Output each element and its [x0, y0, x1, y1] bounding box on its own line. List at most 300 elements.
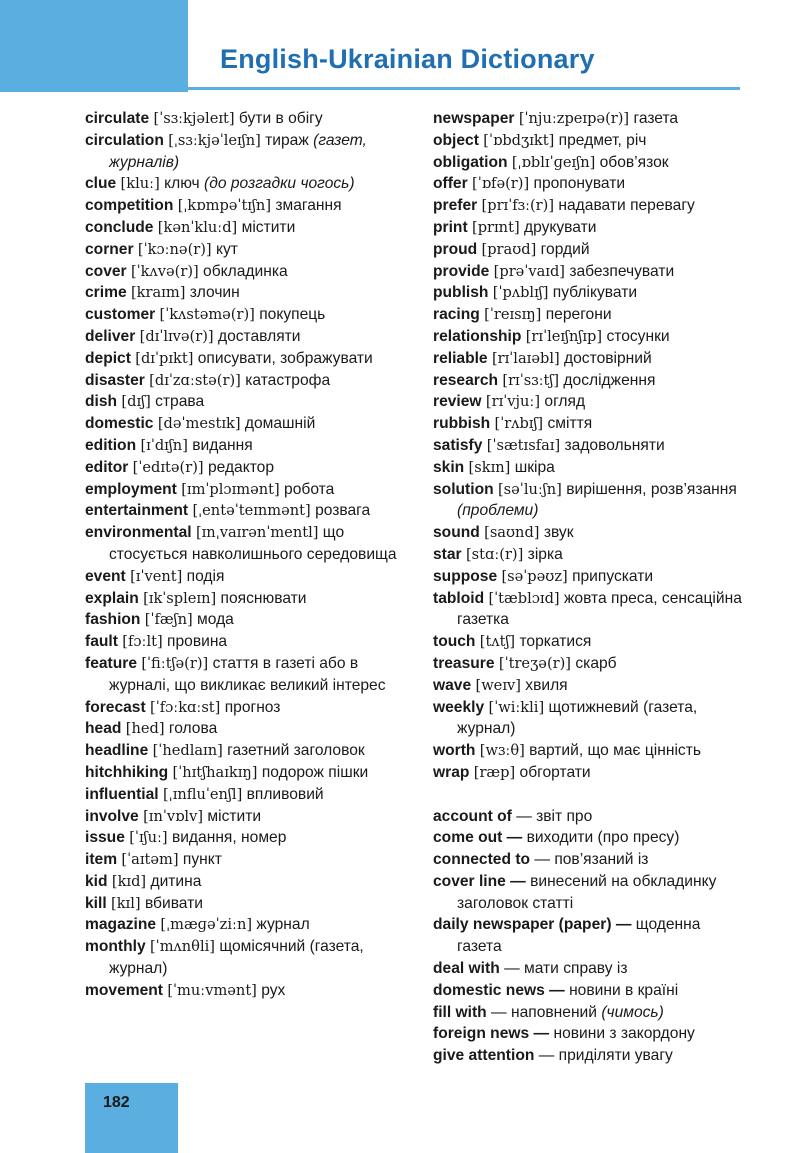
- dictionary-entry: [433, 566, 748, 588]
- entry-definition: впливовий: [246, 785, 324, 803]
- entry-transcription: [ɪnˈvɒlv]: [143, 807, 204, 825]
- entry-definition: огляд: [544, 393, 586, 411]
- page-title: English-Ukrainian Dictionary: [220, 44, 595, 74]
- entry-transcription: [ˈɒbdʒɪkt]: [483, 131, 555, 149]
- dictionary-entry: [85, 108, 415, 130]
- entry-definition: хвиля: [525, 676, 568, 694]
- dictionary-entry: [433, 631, 748, 653]
- entry-term: domestic: [85, 415, 154, 433]
- entry-transcription: [skɪn]: [468, 458, 511, 476]
- entry-transcription: [ˌɒblɪˈɡeɪʃn]: [511, 153, 596, 171]
- entry-term: environmental: [85, 524, 192, 542]
- entry-transcription: [ˈsɜːkjəleɪt]: [153, 110, 235, 127]
- entry-definition: — пов’язаний із: [534, 851, 649, 869]
- entry-term: suppose: [433, 567, 498, 585]
- dictionary-entry: [433, 588, 748, 632]
- entry-transcription: [ˈtreʒə(r)]: [498, 654, 572, 672]
- entry-term: provide: [433, 262, 490, 280]
- dictionary-entry: [85, 173, 415, 195]
- entry-term: prefer: [433, 197, 478, 215]
- entry-definition: ключ: [164, 175, 200, 193]
- entry-definition: скарб: [575, 654, 617, 672]
- entry-definition: газета: [633, 110, 679, 127]
- entry-transcription: [ɪkˈspleɪn]: [143, 589, 217, 607]
- entry-definition: провина: [167, 633, 228, 651]
- entry-term: proud: [433, 240, 478, 258]
- entry-term: influential: [85, 785, 159, 803]
- entry-definition: — приділяти увагу: [538, 1047, 673, 1065]
- entry-definition: вирішення, розв’язання: [566, 480, 737, 498]
- entry-transcription: [fɔːlt]: [122, 633, 163, 651]
- entry-term: circulation: [85, 131, 164, 149]
- entry-term: come out —: [433, 829, 523, 847]
- entry-term: domestic news —: [433, 981, 565, 999]
- dictionary-entry: [85, 827, 415, 849]
- entry-term: headline: [85, 742, 149, 760]
- entry-definition: що стосується навколишнього середовища: [109, 524, 397, 563]
- entry-transcription: [səˈpəʊz]: [501, 567, 568, 585]
- entry-definition: видання, номер: [171, 829, 287, 847]
- entry-term: skin: [433, 458, 465, 476]
- entry-transcription: [ˌɪnfluˈenʃl]: [162, 785, 243, 803]
- entry-definition: друкувати: [523, 218, 597, 236]
- entry-term: rubbish: [433, 415, 491, 433]
- dictionary-entry: [433, 108, 748, 130]
- dictionary-entry: [433, 391, 748, 413]
- dictionary-entry: [433, 958, 748, 980]
- dictionary-entry: [433, 1002, 748, 1024]
- entry-definition: мода: [197, 611, 234, 629]
- entry-term: clue: [85, 175, 117, 193]
- entry-definition: надавати перевагу: [558, 197, 695, 215]
- entry-transcription: [ˈfɔːkɑːst]: [150, 698, 221, 716]
- entry-definition: торкатися: [519, 633, 592, 651]
- entry-term: movement: [85, 981, 163, 999]
- entry-definition: забезпечувати: [569, 262, 675, 280]
- entry-definition: публікувати: [552, 284, 638, 302]
- entry-transcription: [dəˈmestɪk]: [157, 415, 241, 433]
- dictionary-entry: [433, 653, 748, 675]
- entry-transcription: [prəˈvaɪd]: [493, 262, 565, 280]
- dictionary-entry: [85, 806, 415, 828]
- dictionary-entry: [433, 130, 748, 152]
- header-accent-block: [0, 0, 188, 92]
- entry-transcription: [ˈkʌvə(r)]: [130, 262, 199, 280]
- entry-definition: видання: [192, 436, 253, 454]
- entry-term: newspaper: [433, 110, 515, 127]
- entry-term: editor: [85, 458, 129, 476]
- dictionary-entry: [433, 849, 748, 871]
- entry-term: deliver: [85, 327, 136, 345]
- entry-definition: зірка: [527, 545, 563, 563]
- entry-term: involve: [85, 807, 139, 825]
- dictionary-entry: [433, 282, 748, 304]
- entry-term: monthly: [85, 938, 146, 956]
- dictionary-entry: [85, 239, 415, 261]
- entry-term: foreign news —: [433, 1025, 550, 1043]
- dictionary-entry: [433, 740, 748, 762]
- entry-definition: звук: [543, 524, 574, 542]
- dictionary-entry: [433, 195, 748, 217]
- dictionary-entry: [433, 762, 748, 784]
- entry-definition: виходити (про пресу): [526, 829, 680, 847]
- footer-accent-block: [85, 1083, 178, 1153]
- entry-definition: пункт: [182, 851, 222, 869]
- entry-transcription: [ɪˈdɪʃn]: [140, 436, 188, 454]
- entry-definition: — наповнений: [491, 1003, 597, 1021]
- entry-term: edition: [85, 436, 137, 454]
- entry-term: customer: [85, 306, 156, 324]
- dictionary-entry: [85, 784, 415, 806]
- entry-definition: редактор: [207, 458, 275, 476]
- entry-definition: — мати справу із: [504, 960, 628, 978]
- dictionary-entry: [433, 261, 748, 283]
- entry-transcription: [kənˈkluːd]: [157, 218, 238, 236]
- dictionary-entry: [85, 413, 415, 435]
- entry-definition: страва: [155, 393, 205, 411]
- dictionary-entry: [433, 980, 748, 1002]
- dictionary-entry: [85, 893, 415, 915]
- entry-definition: катастрофа: [245, 371, 331, 389]
- entry-transcription: [weɪv]: [475, 676, 521, 694]
- dictionary-entry: [85, 849, 415, 871]
- dictionary-entry: [433, 239, 748, 261]
- entry-definition: стосунки: [606, 327, 670, 345]
- entry-transcription: [hed]: [125, 720, 165, 738]
- entry-transcription: [ˈmʌnθli]: [149, 938, 215, 956]
- entry-definition: перегони: [545, 306, 612, 324]
- entry-definition: домашній: [244, 415, 316, 433]
- dictionary-entry: [85, 609, 415, 631]
- entry-term: corner: [85, 240, 134, 258]
- entry-note: (газет, журналів): [109, 131, 367, 171]
- dictionary-entry: [85, 566, 415, 588]
- dictionary-entry: [85, 762, 415, 784]
- entry-transcription: [dɪˈpɪkt]: [135, 349, 194, 367]
- entry-term: forecast: [85, 698, 146, 716]
- dictionary-entry: [85, 936, 415, 980]
- page-number: 182: [103, 1094, 130, 1111]
- entry-definition: містити: [241, 218, 296, 236]
- entry-transcription: [ɪnˌvaɪrənˈmentl]: [195, 524, 319, 542]
- entry-term: issue: [85, 829, 125, 847]
- entry-definition: вартий, що має цінність: [529, 742, 701, 760]
- dictionary-entry: [433, 675, 748, 697]
- entry-definition: описувати, зображувати: [197, 349, 373, 367]
- entry-definition: новини в країні: [569, 981, 679, 999]
- entry-transcription: [kɪd]: [111, 872, 147, 890]
- entry-transcription: [ɪˈvent]: [130, 567, 183, 585]
- entry-term: account of: [433, 807, 512, 825]
- entry-definition: робота: [284, 480, 335, 498]
- entry-definition: містити: [207, 807, 262, 825]
- entry-definition: пропонувати: [533, 175, 626, 193]
- entry-term: obligation: [433, 153, 508, 171]
- section-gap: [433, 784, 748, 806]
- entry-definition: — звіт про: [516, 807, 593, 825]
- entry-term: fashion: [85, 611, 141, 629]
- entry-transcription: [dɪˈzɑːstə(r)]: [149, 371, 241, 389]
- entry-definition: жовта преса, сенсаційна газетка: [457, 589, 742, 629]
- entry-term: conclude: [85, 218, 154, 236]
- entry-term: cover: [85, 262, 127, 280]
- entry-definition: дослідження: [563, 371, 656, 389]
- dictionary-entry: [85, 304, 415, 326]
- entry-transcription: [dɪʃ]: [121, 393, 151, 411]
- dictionary-entry: [433, 544, 748, 566]
- entry-transcription: [ræp]: [473, 763, 516, 781]
- entry-definition: припускати: [572, 567, 654, 585]
- entry-term: tabloid: [433, 589, 485, 607]
- entry-transcription: [ˈɪʃuː]: [129, 829, 168, 847]
- phrase-list: [433, 806, 748, 1068]
- entry-transcription: [ˈwiːkli]: [488, 698, 545, 716]
- entry-term: crime: [85, 284, 127, 302]
- entry-transcription: [praʊd]: [481, 240, 537, 258]
- entry-transcription: [ˌentəˈteɪnmənt]: [192, 502, 311, 520]
- entry-term: disaster: [85, 371, 145, 389]
- dictionary-entry: [85, 195, 415, 217]
- entry-term: wrap: [433, 763, 470, 781]
- dictionary-entry: [433, 304, 748, 326]
- entry-definition: бути в обігу: [238, 110, 323, 127]
- dictionary-entry: [85, 282, 415, 304]
- dictionary-entry: [85, 697, 415, 719]
- dictionary-entry: [433, 457, 748, 479]
- entry-term: hitchhiking: [85, 763, 169, 781]
- dictionary-entry: [85, 631, 415, 653]
- entry-term: wave: [433, 676, 472, 694]
- dictionary-entry: [85, 718, 415, 740]
- entry-definition: злочин: [189, 284, 240, 302]
- entry-definition: щоденна газета: [457, 916, 701, 956]
- entry-transcription: [ˈhɪtʃhaɪkɪŋ]: [172, 763, 258, 781]
- entry-term: touch: [433, 633, 476, 651]
- entry-definition: покупець: [259, 306, 326, 324]
- entry-transcription: [ˌsɜːkjəˈleɪʃn]: [168, 131, 261, 149]
- dictionary-entry: [433, 827, 748, 849]
- dictionary-entry: [85, 522, 415, 566]
- entry-transcription: [rɪˈleɪʃnʃɪp]: [525, 327, 603, 345]
- entry-term: treasure: [433, 654, 495, 672]
- dictionary-entry: [85, 391, 415, 413]
- entry-term: racing: [433, 306, 480, 324]
- entry-transcription: [ˈɒfə(r)]: [472, 175, 530, 193]
- entry-term: research: [433, 371, 499, 389]
- entry-term: object: [433, 131, 479, 149]
- entry-term: entertainment: [85, 502, 189, 520]
- entry-definition: журнал: [256, 916, 310, 934]
- entry-term: solution: [433, 480, 494, 498]
- dictionary-entry: [85, 348, 415, 370]
- entry-term: circulate: [85, 110, 150, 127]
- dictionary-entry: [433, 326, 748, 348]
- entry-term: competition: [85, 197, 174, 215]
- entry-definition: змагання: [275, 197, 342, 215]
- entry-transcription: [kɪl]: [111, 894, 141, 912]
- entry-term: fill with: [433, 1003, 487, 1021]
- entry-term: star: [433, 545, 462, 563]
- entry-transcription: [ˈfiːtʃə(r)]: [141, 654, 209, 672]
- entry-definition: обов’язок: [599, 153, 669, 171]
- dictionary-entry: [433, 1023, 748, 1045]
- entry-transcription: [ˈfæʃn]: [144, 611, 193, 629]
- entry-term: reliable: [433, 349, 488, 367]
- entry-term: cover line —: [433, 872, 526, 890]
- entry-transcription: [ˈaɪtəm]: [121, 851, 179, 869]
- entry-definition: достовірний: [564, 349, 652, 367]
- entry-transcription: [rɪˈsɜːtʃ]: [502, 371, 560, 389]
- entry-definition: стаття в газеті або в журналі, що викликає великий інтерес: [109, 654, 386, 694]
- entry-transcription: [dɪˈlɪvə(r)]: [139, 327, 214, 345]
- entry-definition: тираж: [265, 131, 309, 149]
- entry-term: connected to: [433, 851, 531, 869]
- dictionary-entry: [433, 871, 748, 915]
- dictionary-entry: [85, 479, 415, 501]
- entry-definition: подорож пішки: [261, 763, 369, 781]
- entry-definition: вбивати: [144, 894, 203, 912]
- entry-definition: доставляти: [217, 327, 301, 345]
- entry-term: dish: [85, 393, 118, 411]
- entry-transcription: [ˌkɒmpəˈtɪʃn]: [177, 197, 272, 215]
- dictionary-entry: [433, 697, 748, 741]
- entry-transcription: [saʊnd]: [484, 524, 540, 542]
- dictionary-entry: [85, 653, 415, 697]
- dictionary-entry: [85, 217, 415, 239]
- right-word-list: [433, 108, 748, 784]
- entry-term: print: [433, 218, 468, 236]
- dictionary-entry: [85, 435, 415, 457]
- entry-transcription: [ˈmuːvmənt]: [167, 981, 257, 999]
- dictionary-entry: [433, 522, 748, 544]
- entry-transcription: [rɪˈlaɪəbl]: [491, 349, 560, 367]
- entry-term: event: [85, 567, 126, 585]
- entry-term: employment: [85, 480, 177, 498]
- dictionary-entry: [85, 871, 415, 893]
- entry-definition: предмет, річ: [558, 131, 647, 149]
- dictionary-entry: [433, 1045, 748, 1067]
- header-divider: [188, 87, 740, 90]
- dictionary-entry: [85, 740, 415, 762]
- entry-transcription: [ˈhedlaɪn]: [152, 742, 223, 760]
- entry-term: depict: [85, 349, 131, 367]
- dictionary-entry: [433, 370, 748, 392]
- entry-definition: щомісячний (газета, журнал): [109, 938, 364, 978]
- entry-transcription: [ˈedɪtə(r)]: [132, 458, 204, 476]
- entry-transcription: [kraɪm]: [130, 284, 186, 302]
- entry-term: weekly: [433, 698, 485, 716]
- entry-note: (чимось): [601, 1003, 664, 1021]
- entry-term: give attention: [433, 1047, 535, 1065]
- entry-transcription: [ˈkɔːnə(r)]: [137, 240, 212, 258]
- entry-term: publish: [433, 284, 489, 302]
- entry-term: feature: [85, 654, 137, 672]
- entry-term: kill: [85, 894, 107, 912]
- dictionary-entry: [85, 370, 415, 392]
- entry-note: (до розгадки чогось): [204, 175, 355, 193]
- dictionary-entry: [433, 435, 748, 457]
- dictionary-entry: [433, 173, 748, 195]
- entry-transcription: [wɜːθ]: [479, 742, 525, 760]
- entry-term: satisfy: [433, 436, 483, 454]
- entry-definition: голова: [168, 720, 218, 738]
- dictionary-entry: [85, 500, 415, 522]
- dictionary-entry: [433, 152, 748, 174]
- entry-definition: сміття: [547, 415, 593, 433]
- dictionary-entry: [433, 806, 748, 828]
- entry-transcription: [ɪmˈplɔɪmənt]: [181, 480, 280, 498]
- dictionary-entry: [433, 348, 748, 370]
- entry-transcription: [ˈkʌstəmə(r)]: [159, 306, 255, 324]
- entry-definition: щотижневий (газета, журнал): [457, 698, 698, 738]
- entry-transcription: [səˈluːʃn]: [497, 480, 562, 498]
- entry-transcription: [ˈreɪsɪŋ]: [484, 306, 542, 324]
- dictionary-entry: [85, 261, 415, 283]
- dictionary-entry: [85, 588, 415, 610]
- entry-definition: задовольняти: [564, 436, 665, 454]
- dictionary-entry: [85, 326, 415, 348]
- entry-definition: рух: [261, 981, 286, 999]
- entry-term: review: [433, 393, 482, 411]
- entry-definition: газетний заголовок: [227, 742, 365, 760]
- entry-transcription: [tʌtʃ]: [479, 633, 516, 651]
- entry-transcription: [kluː]: [120, 175, 160, 193]
- entry-definition: гордий: [540, 240, 590, 258]
- entry-definition: новини з закордону: [553, 1025, 695, 1043]
- dictionary-entry: [433, 413, 748, 435]
- entry-definition: обкладинка: [203, 262, 288, 280]
- entry-transcription: [ˈtæblɔɪd]: [488, 589, 560, 607]
- entry-term: sound: [433, 524, 480, 542]
- dictionary-entry: [433, 914, 748, 958]
- entry-definition: обгортати: [519, 763, 591, 781]
- dictionary-entry: [85, 914, 415, 936]
- right-column: [433, 108, 748, 1067]
- entry-term: head: [85, 720, 122, 738]
- entry-transcription: [ˈnjuːzpeɪpə(r)]: [518, 110, 630, 127]
- entry-term: fault: [85, 633, 118, 651]
- entry-transcription: [stɑː(r)]: [465, 545, 524, 563]
- left-column: [85, 108, 415, 1002]
- entry-term: magazine: [85, 916, 157, 934]
- entry-transcription: [rɪˈvjuː]: [485, 393, 541, 411]
- entry-transcription: [prɪˈfɜː(r)]: [481, 197, 555, 215]
- entry-transcription: [prɪnt]: [472, 218, 520, 236]
- entry-definition: дитина: [150, 872, 202, 890]
- dictionary-entry: [85, 130, 415, 174]
- entry-definition: розвага: [315, 502, 371, 520]
- entry-term: offer: [433, 175, 468, 193]
- dictionary-entry: [85, 980, 415, 1002]
- entry-definition: пояснювати: [220, 589, 307, 607]
- entry-definition: подія: [186, 567, 225, 585]
- dictionary-entry: [433, 217, 748, 239]
- entry-transcription: [ˈpʌblɪʃ]: [492, 284, 549, 302]
- entry-transcription: [ˈrʌbɪʃ]: [494, 415, 544, 433]
- entry-term: kid: [85, 872, 108, 890]
- entry-term: deal with: [433, 960, 500, 978]
- entry-term: worth: [433, 742, 476, 760]
- entry-definition: винесений на обкладинку заголовок статті: [457, 872, 717, 912]
- entry-transcription: [ˌmæɡəˈziːn]: [160, 916, 253, 934]
- entry-definition: прогноз: [224, 698, 281, 716]
- entry-term: explain: [85, 589, 139, 607]
- entry-term: daily newspaper (paper) —: [433, 916, 632, 934]
- entry-term: item: [85, 851, 118, 869]
- dictionary-entry: [85, 457, 415, 479]
- entry-definition: шкіра: [514, 458, 555, 476]
- entry-note: (проблеми): [457, 502, 539, 520]
